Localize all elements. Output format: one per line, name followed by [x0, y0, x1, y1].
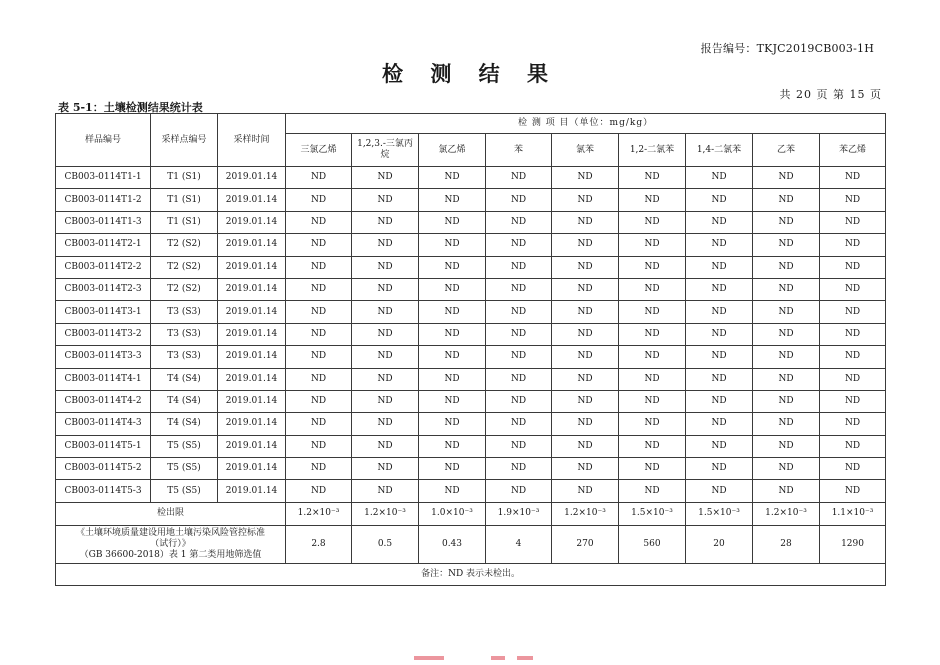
analyte-header: 氯苯	[552, 134, 619, 167]
result-cell: ND	[352, 413, 419, 435]
table-note: 备注：ND 表示未检出。	[56, 563, 886, 585]
table-row	[56, 346, 886, 368]
sample-id-cell: CB003-0114T5-2	[56, 458, 151, 480]
analyte-header: 1,2,3.-三氯丙烷	[352, 134, 419, 167]
result-cell: ND	[352, 167, 419, 189]
result-cell: ND	[352, 301, 419, 323]
result-cell: ND	[286, 167, 352, 189]
result-cell: ND	[619, 435, 686, 457]
sample-id-cell: CB003-0114T1-1	[56, 167, 151, 189]
analyte-header: 乙苯	[753, 134, 820, 167]
analyte-header: 三氯乙烯	[286, 134, 352, 167]
detection-limit-cell: 1.5×10⁻³	[619, 502, 686, 525]
result-cell: ND	[820, 256, 886, 278]
result-cell: ND	[352, 390, 419, 412]
sample-id-cell: CB003-0114T2-2	[56, 256, 151, 278]
result-cell: ND	[486, 390, 552, 412]
result-cell: ND	[619, 189, 686, 211]
result-cell: ND	[619, 368, 686, 390]
result-cell: ND	[753, 211, 820, 233]
result-cell: ND	[820, 368, 886, 390]
result-cell: ND	[552, 301, 619, 323]
result-cell: ND	[686, 189, 753, 211]
result-cell: ND	[820, 301, 886, 323]
result-cell: ND	[820, 413, 886, 435]
result-cell: ND	[686, 278, 753, 300]
result-cell: ND	[753, 368, 820, 390]
point-id-cell: T5 (S5)	[151, 480, 218, 502]
screening-value-cell: 0.5	[352, 525, 419, 563]
result-cell: ND	[352, 189, 419, 211]
sample-id-cell: CB003-0114T4-3	[56, 413, 151, 435]
date-cell: 2019.01.14	[218, 390, 286, 412]
result-cell: ND	[352, 234, 419, 256]
results-table	[55, 113, 886, 586]
point-id-cell: T3 (S3)	[151, 323, 218, 345]
result-cell: ND	[619, 458, 686, 480]
result-cell: ND	[286, 278, 352, 300]
result-cell: ND	[753, 346, 820, 368]
result-cell: ND	[753, 480, 820, 502]
result-cell: ND	[352, 211, 419, 233]
result-cell: ND	[419, 390, 486, 412]
analyte-header: 1,2-二氯苯	[619, 134, 686, 167]
result-cell: ND	[753, 167, 820, 189]
result-cell: ND	[486, 301, 552, 323]
result-cell: ND	[619, 346, 686, 368]
result-cell: ND	[619, 234, 686, 256]
result-cell: ND	[286, 458, 352, 480]
result-cell: ND	[686, 301, 753, 323]
result-cell: ND	[552, 390, 619, 412]
screening-standard-label	[56, 525, 286, 563]
result-cell: ND	[486, 480, 552, 502]
result-cell: ND	[419, 189, 486, 211]
sample-id-cell: CB003-0114T4-1	[56, 368, 151, 390]
sample-id-cell: CB003-0114T1-2	[56, 189, 151, 211]
detection-limit-cell: 1.2×10⁻³	[286, 502, 352, 525]
result-cell: ND	[820, 435, 886, 457]
page-title: 检 测 结 果	[382, 61, 558, 86]
point-id-cell: T1 (S1)	[151, 189, 218, 211]
date-cell: 2019.01.14	[218, 435, 286, 457]
point-id-cell: T1 (S1)	[151, 211, 218, 233]
result-cell: ND	[820, 323, 886, 345]
detection-limit-cell: 1.2×10⁻³	[552, 502, 619, 525]
result-cell: ND	[286, 301, 352, 323]
sample-id-cell: CB003-0114T2-1	[56, 234, 151, 256]
page-count: 共 20 页 第 15 页	[779, 88, 882, 101]
result-cell: ND	[419, 368, 486, 390]
result-cell: ND	[552, 256, 619, 278]
result-cell: ND	[286, 189, 352, 211]
result-cell: ND	[552, 346, 619, 368]
header-point-id: 采样点编号	[151, 114, 218, 167]
screening-value-cell: 28	[753, 525, 820, 563]
date-cell: 2019.01.14	[218, 278, 286, 300]
result-cell: ND	[552, 458, 619, 480]
header-sample-id: 样品编号	[56, 114, 151, 167]
table-row	[56, 323, 886, 345]
screening-value-cell: 270	[552, 525, 619, 563]
result-cell: ND	[820, 167, 886, 189]
result-cell: ND	[486, 256, 552, 278]
result-cell: ND	[352, 368, 419, 390]
result-cell: ND	[552, 323, 619, 345]
result-cell: ND	[419, 167, 486, 189]
point-id-cell: T5 (S5)	[151, 458, 218, 480]
result-cell: ND	[286, 211, 352, 233]
date-cell: 2019.01.14	[218, 458, 286, 480]
result-cell: ND	[552, 234, 619, 256]
date-cell: 2019.01.14	[218, 189, 286, 211]
result-cell: ND	[419, 435, 486, 457]
table-row	[56, 211, 886, 233]
result-cell: ND	[686, 368, 753, 390]
result-cell: ND	[419, 256, 486, 278]
screening-value-cell: 1290	[820, 525, 886, 563]
result-cell: ND	[820, 458, 886, 480]
screening-value-cell: 4	[486, 525, 552, 563]
result-cell: ND	[619, 256, 686, 278]
result-cell: ND	[753, 323, 820, 345]
screening-standard-label-line2: （试行）》	[150, 538, 191, 549]
result-cell: ND	[419, 278, 486, 300]
detection-limit-cell: 1.1×10⁻³	[820, 502, 886, 525]
table-row	[56, 189, 886, 211]
result-cell: ND	[486, 346, 552, 368]
result-cell: ND	[419, 323, 486, 345]
result-cell: ND	[286, 256, 352, 278]
result-cell: ND	[619, 480, 686, 502]
result-cell: ND	[619, 301, 686, 323]
screening-value-cell: 0.43	[419, 525, 486, 563]
detection-limit-cell: 1.2×10⁻³	[352, 502, 419, 525]
result-cell: ND	[619, 323, 686, 345]
date-cell: 2019.01.14	[218, 323, 286, 345]
table-row	[56, 368, 886, 390]
result-cell: ND	[552, 368, 619, 390]
result-cell: ND	[486, 211, 552, 233]
point-id-cell: T4 (S4)	[151, 368, 218, 390]
point-id-cell: T2 (S2)	[151, 278, 218, 300]
point-id-cell: T3 (S3)	[151, 301, 218, 323]
header-date: 采样时间	[218, 114, 286, 167]
result-cell: ND	[753, 301, 820, 323]
point-id-cell: T4 (S4)	[151, 390, 218, 412]
result-cell: ND	[753, 256, 820, 278]
date-cell: 2019.01.14	[218, 368, 286, 390]
screening-standard-label-line3: （GB 36600-2018）表 1 第二类用地筛选值	[79, 549, 262, 560]
result-cell: ND	[352, 480, 419, 502]
date-cell: 2019.01.14	[218, 256, 286, 278]
table-row	[56, 435, 886, 457]
result-cell: ND	[619, 211, 686, 233]
stamp-mark-center	[491, 656, 505, 660]
result-cell: ND	[753, 278, 820, 300]
result-cell: ND	[486, 189, 552, 211]
header-analyte-group: 检 测 项 目（单位：mg/kg）	[286, 114, 886, 134]
table-row	[56, 167, 886, 189]
result-cell: ND	[286, 413, 352, 435]
result-cell: ND	[619, 390, 686, 412]
detection-limit-cell: 1.0×10⁻³	[419, 502, 486, 525]
detection-limit-label: 检出限	[56, 502, 286, 525]
result-cell: ND	[419, 413, 486, 435]
point-id-cell: T4 (S4)	[151, 413, 218, 435]
result-cell: ND	[419, 301, 486, 323]
date-cell: 2019.01.14	[218, 167, 286, 189]
sample-id-cell: CB003-0114T3-1	[56, 301, 151, 323]
date-cell: 2019.01.14	[218, 234, 286, 256]
date-cell: 2019.01.14	[218, 413, 286, 435]
result-cell: ND	[286, 390, 352, 412]
result-cell: ND	[486, 413, 552, 435]
sample-id-cell: CB003-0114T4-2	[56, 390, 151, 412]
result-cell: ND	[419, 346, 486, 368]
point-id-cell: T2 (S2)	[151, 234, 218, 256]
date-cell: 2019.01.14	[218, 480, 286, 502]
analyte-header: 氯乙烯	[419, 134, 486, 167]
result-cell: ND	[486, 458, 552, 480]
result-cell: ND	[352, 435, 419, 457]
result-cell: ND	[419, 480, 486, 502]
result-cell: ND	[552, 435, 619, 457]
result-cell: ND	[686, 458, 753, 480]
result-cell: ND	[286, 323, 352, 345]
result-cell: ND	[486, 234, 552, 256]
result-cell: ND	[419, 458, 486, 480]
result-cell: ND	[820, 480, 886, 502]
result-cell: ND	[753, 435, 820, 457]
result-cell: ND	[552, 278, 619, 300]
analyte-header: 苯乙烯	[820, 134, 886, 167]
result-cell: ND	[486, 323, 552, 345]
result-cell: ND	[686, 256, 753, 278]
result-cell: ND	[686, 390, 753, 412]
result-cell: ND	[286, 435, 352, 457]
result-cell: ND	[820, 189, 886, 211]
result-cell: ND	[552, 167, 619, 189]
result-cell: ND	[352, 278, 419, 300]
result-cell: ND	[686, 435, 753, 457]
result-cell: ND	[486, 368, 552, 390]
sample-id-cell: CB003-0114T5-3	[56, 480, 151, 502]
screening-value-cell: 20	[686, 525, 753, 563]
result-cell: ND	[820, 234, 886, 256]
result-cell: ND	[686, 323, 753, 345]
sample-id-cell: CB003-0114T3-2	[56, 323, 151, 345]
report-number: 报告编号：TKJC2019CB003-1H	[700, 42, 874, 55]
sample-id-cell: CB003-0114T1-3	[56, 211, 151, 233]
result-cell: ND	[753, 458, 820, 480]
table-row	[56, 413, 886, 435]
result-cell: ND	[486, 167, 552, 189]
result-cell: ND	[286, 480, 352, 502]
stamp-mark-left	[414, 656, 444, 660]
sample-id-cell: CB003-0114T2-3	[56, 278, 151, 300]
result-cell: ND	[286, 346, 352, 368]
result-cell: ND	[352, 323, 419, 345]
date-cell: 2019.01.14	[218, 211, 286, 233]
table-row	[56, 278, 886, 300]
result-cell: ND	[820, 390, 886, 412]
result-cell: ND	[686, 413, 753, 435]
result-cell: ND	[552, 480, 619, 502]
result-cell: ND	[686, 167, 753, 189]
result-cell: ND	[619, 167, 686, 189]
point-id-cell: T5 (S5)	[151, 435, 218, 457]
result-cell: ND	[686, 234, 753, 256]
table-row	[56, 390, 886, 412]
result-cell: ND	[486, 278, 552, 300]
analyte-header: 1,4-二氯苯	[686, 134, 753, 167]
result-cell: ND	[753, 390, 820, 412]
point-id-cell: T1 (S1)	[151, 167, 218, 189]
result-cell: ND	[820, 278, 886, 300]
result-cell: ND	[552, 189, 619, 211]
result-cell: ND	[753, 234, 820, 256]
result-cell: ND	[686, 346, 753, 368]
result-cell: ND	[686, 211, 753, 233]
result-cell: ND	[552, 413, 619, 435]
detection-limit-cell: 1.9×10⁻³	[486, 502, 552, 525]
result-cell: ND	[619, 278, 686, 300]
screening-value-cell: 2.8	[286, 525, 352, 563]
detection-limit-cell: 1.2×10⁻³	[753, 502, 820, 525]
table-row	[56, 458, 886, 480]
date-cell: 2019.01.14	[218, 346, 286, 368]
result-cell: ND	[352, 256, 419, 278]
point-id-cell: T2 (S2)	[151, 256, 218, 278]
screening-standard-label-line1: 《土壤环境质量建设用地土壤污染风险管控标准	[75, 527, 265, 538]
result-cell: ND	[286, 368, 352, 390]
sample-id-cell: CB003-0114T3-3	[56, 346, 151, 368]
result-cell: ND	[552, 211, 619, 233]
result-cell: ND	[686, 480, 753, 502]
date-cell: 2019.01.14	[218, 301, 286, 323]
result-cell: ND	[419, 211, 486, 233]
detection-limit-cell: 1.5×10⁻³	[686, 502, 753, 525]
sample-id-cell: CB003-0114T5-1	[56, 435, 151, 457]
stamp-mark-right	[517, 656, 533, 660]
table-row	[56, 480, 886, 502]
result-cell: ND	[419, 234, 486, 256]
result-cell: ND	[352, 458, 419, 480]
result-cell: ND	[753, 413, 820, 435]
result-cell: ND	[820, 346, 886, 368]
table-row	[56, 234, 886, 256]
analyte-header: 苯	[486, 134, 552, 167]
table-row	[56, 256, 886, 278]
result-cell: ND	[486, 435, 552, 457]
point-id-cell: T3 (S3)	[151, 346, 218, 368]
result-cell: ND	[753, 189, 820, 211]
screening-value-cell: 560	[619, 525, 686, 563]
result-cell: ND	[820, 211, 886, 233]
result-cell: ND	[619, 413, 686, 435]
table-caption: 表 5-1：土壤检测结果统计表	[58, 101, 203, 114]
result-cell: ND	[286, 234, 352, 256]
result-cell: ND	[352, 346, 419, 368]
table-row	[56, 301, 886, 323]
